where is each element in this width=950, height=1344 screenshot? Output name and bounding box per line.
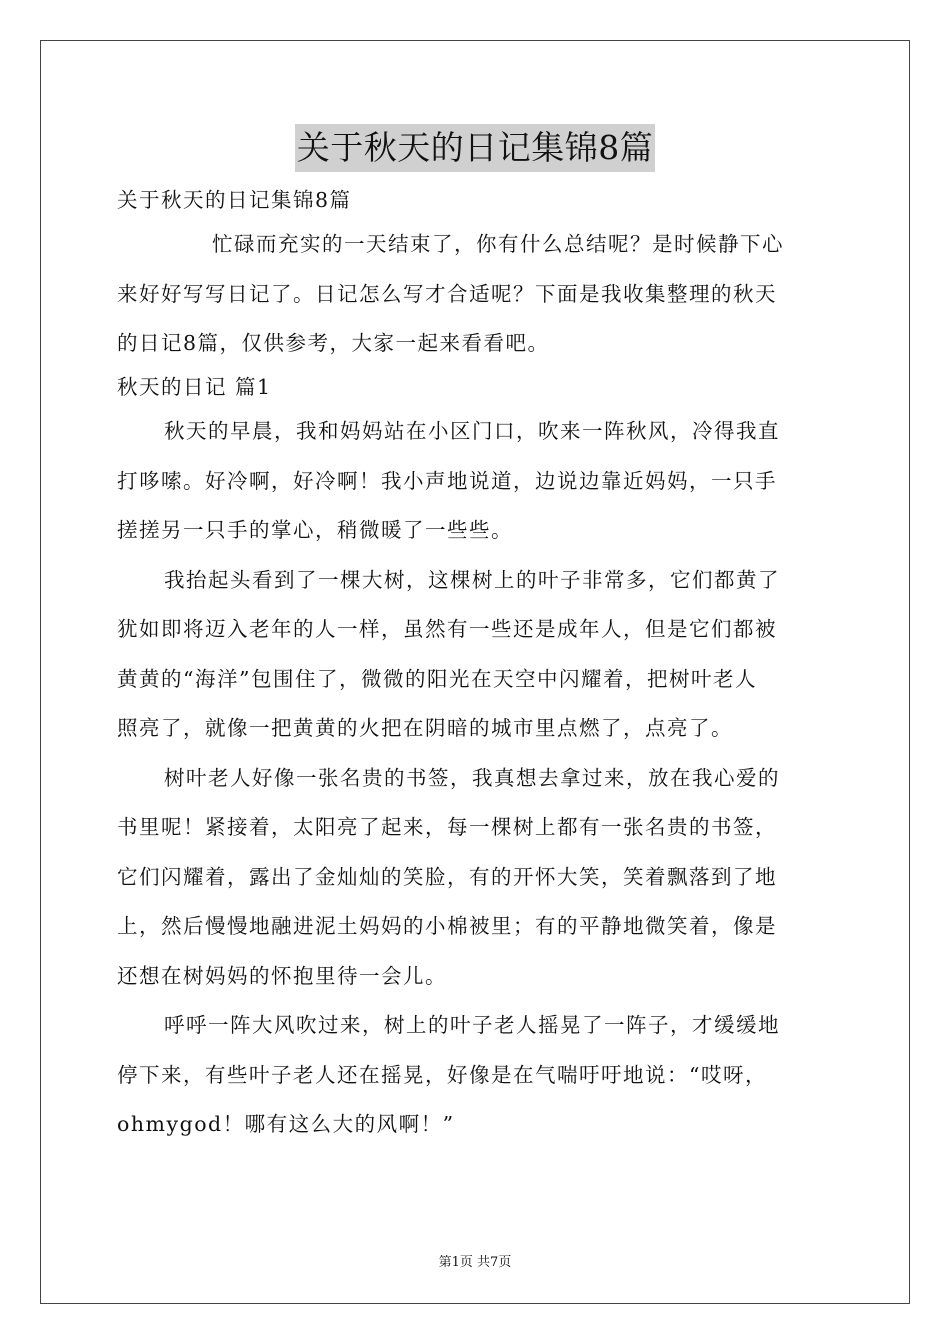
document-title: 关于秋天的日记集锦8篇	[295, 124, 656, 172]
subtitle-line: 关于秋天的日记集锦8篇	[117, 188, 352, 212]
paragraph-line: 秋天的早晨，我和妈妈站在小区门口，吹来一阵秋风，冷得我直	[164, 419, 780, 443]
page-footer: 第1页 共7页	[438, 1255, 512, 1270]
paragraph-line: 照亮了，就像一把黄黄的火把在阴暗的城市里点燃了，点亮了。	[117, 716, 733, 740]
paragraph-line: 停下来，有些叶子老人还在摇晃，好像是在气喘吁吁地说：“哎呀，	[117, 1062, 767, 1087]
paragraph-line: 呼呼一阵大风吹过来，树上的叶子老人摇晃了一阵子，才缓缓地	[164, 1013, 780, 1037]
paragraph-line: 打哆嗦。好冷啊，好冷啊！我小声地说道，边说边靠近妈妈，一只手	[117, 468, 777, 493]
paragraph-line: 它们闪耀着，露出了金灿灿的笑脸，有的开怀大笑，笑着飘落到了地	[117, 864, 777, 889]
document-body	[117, 180, 837, 1154]
paragraph-line: 搓搓另一只手的掌心，稍微暖了一些些。	[117, 518, 513, 542]
paragraph-line: 黄黄的“海洋”包围住了，微微的阳光在天空中闪耀着，把树叶老人	[117, 666, 757, 691]
paragraph-line: 树叶老人好像一张名贵的书签，我真想去拿过来，放在我心爱的	[164, 765, 780, 790]
paragraph-line: 上，然后慢慢地融进泥土妈妈的小棉被里；有的平静地微笑着，像是	[117, 914, 777, 938]
paragraph-line: ohmygod！哪有这么大的风啊！”	[117, 1112, 455, 1136]
section-heading: 秋天的日记 篇1	[117, 375, 272, 399]
paragraph-line: 我抬起头看到了一棵大树，这棵树上的叶子非常多，它们都黄了	[164, 567, 780, 592]
title-container	[0, 124, 950, 172]
paragraph-line: 还想在树妈妈的怀抱里待一会儿。	[117, 963, 447, 988]
paragraph-line: 犹如即将迈入老年的人一样，虽然有一些还是成年人，但是它们都被	[117, 617, 777, 641]
paragraph-line: 来好好写写日记了。日记怎么写才合适呢？下面是我收集整理的秋天	[117, 281, 777, 306]
paragraph-line: 忙碌而充实的一天结束了，你有什么总结呢？是时候静下心	[212, 232, 784, 256]
paragraph-line: 书里呢！紧接着，太阳亮了起来，每一棵树上都有一张名贵的书签，	[117, 815, 777, 839]
paragraph-line: 的日记8篇，仅供参考，大家一起来看看吧。	[117, 331, 550, 355]
